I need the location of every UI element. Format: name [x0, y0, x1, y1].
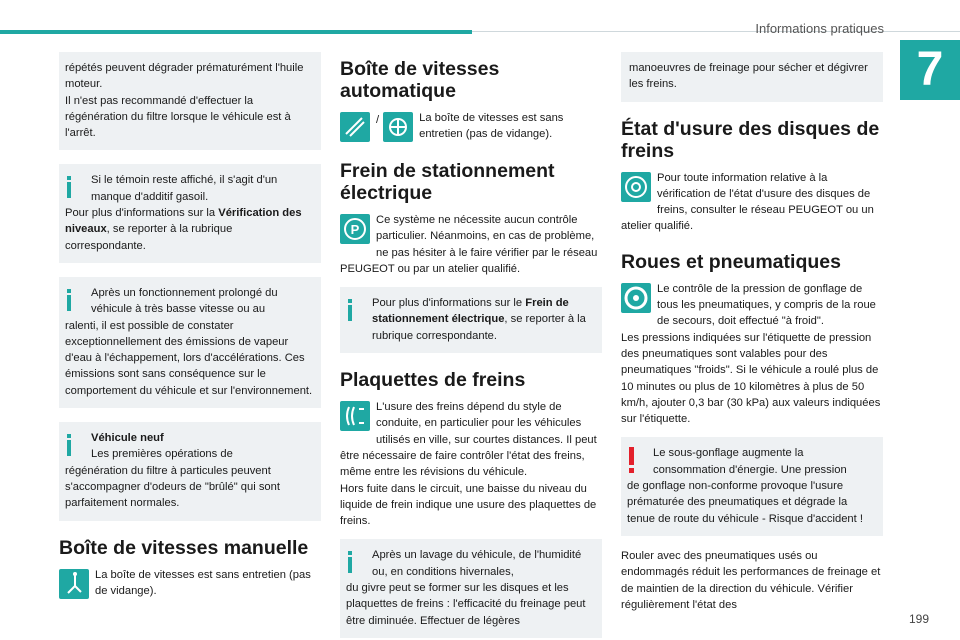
section-body — [340, 399, 602, 529]
gear-selector-icon — [383, 112, 413, 142]
note-text: Si le témoin reste affiché, il s'agit d'un manque d'additif gasoil. — [91, 174, 278, 203]
section-text: La boîte de vitesses est sans entretien (pas de vidange). — [419, 112, 564, 141]
brake-disc-icon — [621, 172, 651, 202]
slash-separator: / — [376, 114, 380, 126]
info-icon — [67, 289, 71, 311]
parking-brake-icon — [340, 214, 370, 244]
note-title: Véhicule neuf — [91, 432, 164, 445]
note-text: Il n'est pas recommandé d'effectuer la régénération du filtre lorsque le véhicule est à l'arrêt. — [65, 94, 291, 140]
info-icon — [67, 176, 71, 198]
note-text: , se reporter à la rubrique correspondante. — [65, 223, 233, 252]
info-note — [340, 287, 602, 353]
brake-pads-icon — [340, 401, 370, 431]
note-box — [621, 52, 883, 102]
note-text: Les premières opérations de — [91, 448, 233, 461]
note-text: Après un lavage du véhicule, de l'humidité ou, en conditions hivernales, — [372, 549, 582, 578]
section-text: L'usure des freins dépend du style de conduite, en particulier pour les véhicules utilisés en ville, sur courtes distances. Il peut être nécessaire de faire contrôler l'état des freins, même entre les révisions du véhicule. — [340, 401, 597, 479]
note-text: Pour plus d'informations sur la — [65, 207, 219, 220]
note-text: Pour plus d'informations sur le — [372, 297, 526, 310]
section-text: Hors fuite dans le circuit, une baisse du niveau du liquide de frein indique une usure des plaquettes de freins. — [340, 482, 597, 528]
section-text: Les pressions indiquées sur l'étiquette de pression des pneumatiques sont valables pour des pneumatiques "froids". Si le véhicule a roulé plus de 10 minutes ou plus de 10 kilomètres à plus de 50 km/h, ajouter 0,3 bar (30 kPa) aux valeurs indiquées sur l'étiquette. — [621, 331, 881, 426]
tyre-icon — [621, 283, 651, 313]
section-body — [621, 281, 883, 428]
note-text: régénération du filtre à particules peuvent s'accompagner d'odeurs de "brûlé" qui sont parfaitement normales. — [65, 464, 280, 510]
section-body — [59, 567, 321, 601]
note-link-text: Frein de stationnement électrique — [372, 297, 569, 326]
section-text: Ce système ne nécessite aucun contrôle particulier. Néanmoins, en cas de problème, ne pas hésiter à le faire vérifier par le réseau PEUGEOT ou par un atelier qualifié. — [340, 214, 598, 275]
svg-text:P: P — [350, 222, 360, 237]
gearbox-maintenance-icon — [59, 569, 89, 599]
header-accent-bar — [0, 30, 472, 34]
page-number: 199 — [908, 612, 929, 626]
note-text: Le sous-gonflage augmente la consommation d'énergie. Une pression — [653, 447, 847, 476]
note-text: de gonflage non-conforme provoque l'usure prématurée des pneumatiques et dégrade la tenue de route du véhicule - Risque d'accident ! — [627, 480, 863, 525]
note-text: ralenti, il est possible de constater exceptionnellement des émissions de vapeur d'eau à l'échappement, lors d'accélérations. Ces émissions sont sans conséquence sur le comportement du véhicule et sur l'environnement. — [65, 319, 313, 397]
automatic-gearbox-icon — [340, 112, 370, 142]
note-link-text: Vérification des niveaux — [65, 207, 302, 236]
warning-icon — [629, 447, 635, 473]
note-text: manoeuvres de freinage pour sécher et dégivrer les freins. — [629, 62, 868, 91]
info-icon — [348, 551, 352, 573]
info-note — [59, 277, 321, 408]
section-title-brake-discs: État d'usure des disques de freins — [621, 117, 880, 162]
section-title-brake-pads: Plaquettes de freins — [340, 369, 526, 392]
info-icon — [67, 434, 71, 456]
info-note — [59, 422, 321, 520]
note-text: du givre peut se former sur les disques et les plaquettes de freins : l'efficacité du freinage peut être diminuée. Effectuer de légères — [346, 582, 586, 627]
column-3 — [621, 52, 883, 613]
note-text: , se reporter à la rubrique correspondante. — [372, 313, 586, 342]
note-box — [59, 52, 321, 150]
header-rule — [472, 31, 960, 32]
section-text: Pour toute information relative à la vérification de l'état d'usure des disques de freins, consulter le réseau PEUGEOT ou un atelier qualifié. — [621, 171, 874, 233]
page-header-title: Informations pratiques — [755, 21, 884, 36]
info-note — [340, 539, 602, 637]
section-title-manual-gearbox: Boîte de vitesses manuelle — [59, 536, 309, 559]
info-note — [59, 164, 321, 262]
body-text: Rouler avec des pneumatiques usés ou endommagés réduit les performances de freinage et de maintien de la direction du véhicule. Vérifier régulièrement l'état des — [621, 549, 881, 611]
column-1 — [59, 52, 321, 601]
section-title-automatic-gearbox: Boîte de vitesses automatique — [340, 58, 500, 102]
section-text: Le contrôle de la pression de gonflage de tous les pneumatiques, y compris de la roue de secours, doit effectué "à froid". — [657, 282, 876, 328]
section-body — [621, 170, 883, 235]
section-text: La boîte de vitesses est sans entretien (pas de vidange). — [95, 568, 311, 597]
section-title-wheels-tyres: Roues et pneumatiques — [621, 250, 841, 273]
note-text: Après un fonctionnement prolongé du véhicule à très basse vitesse ou au — [91, 286, 278, 316]
info-icon — [348, 299, 352, 321]
section-title-parking-brake: Frein de stationnement électrique — [340, 160, 555, 204]
chapter-number: 7 — [900, 40, 960, 100]
section-body — [340, 212, 602, 277]
section-body — [340, 110, 602, 144]
note-text: répétés peuvent dégrader prématurément l'huile moteur. — [65, 62, 304, 91]
warning-note — [621, 437, 883, 535]
column-2 — [340, 52, 602, 640]
